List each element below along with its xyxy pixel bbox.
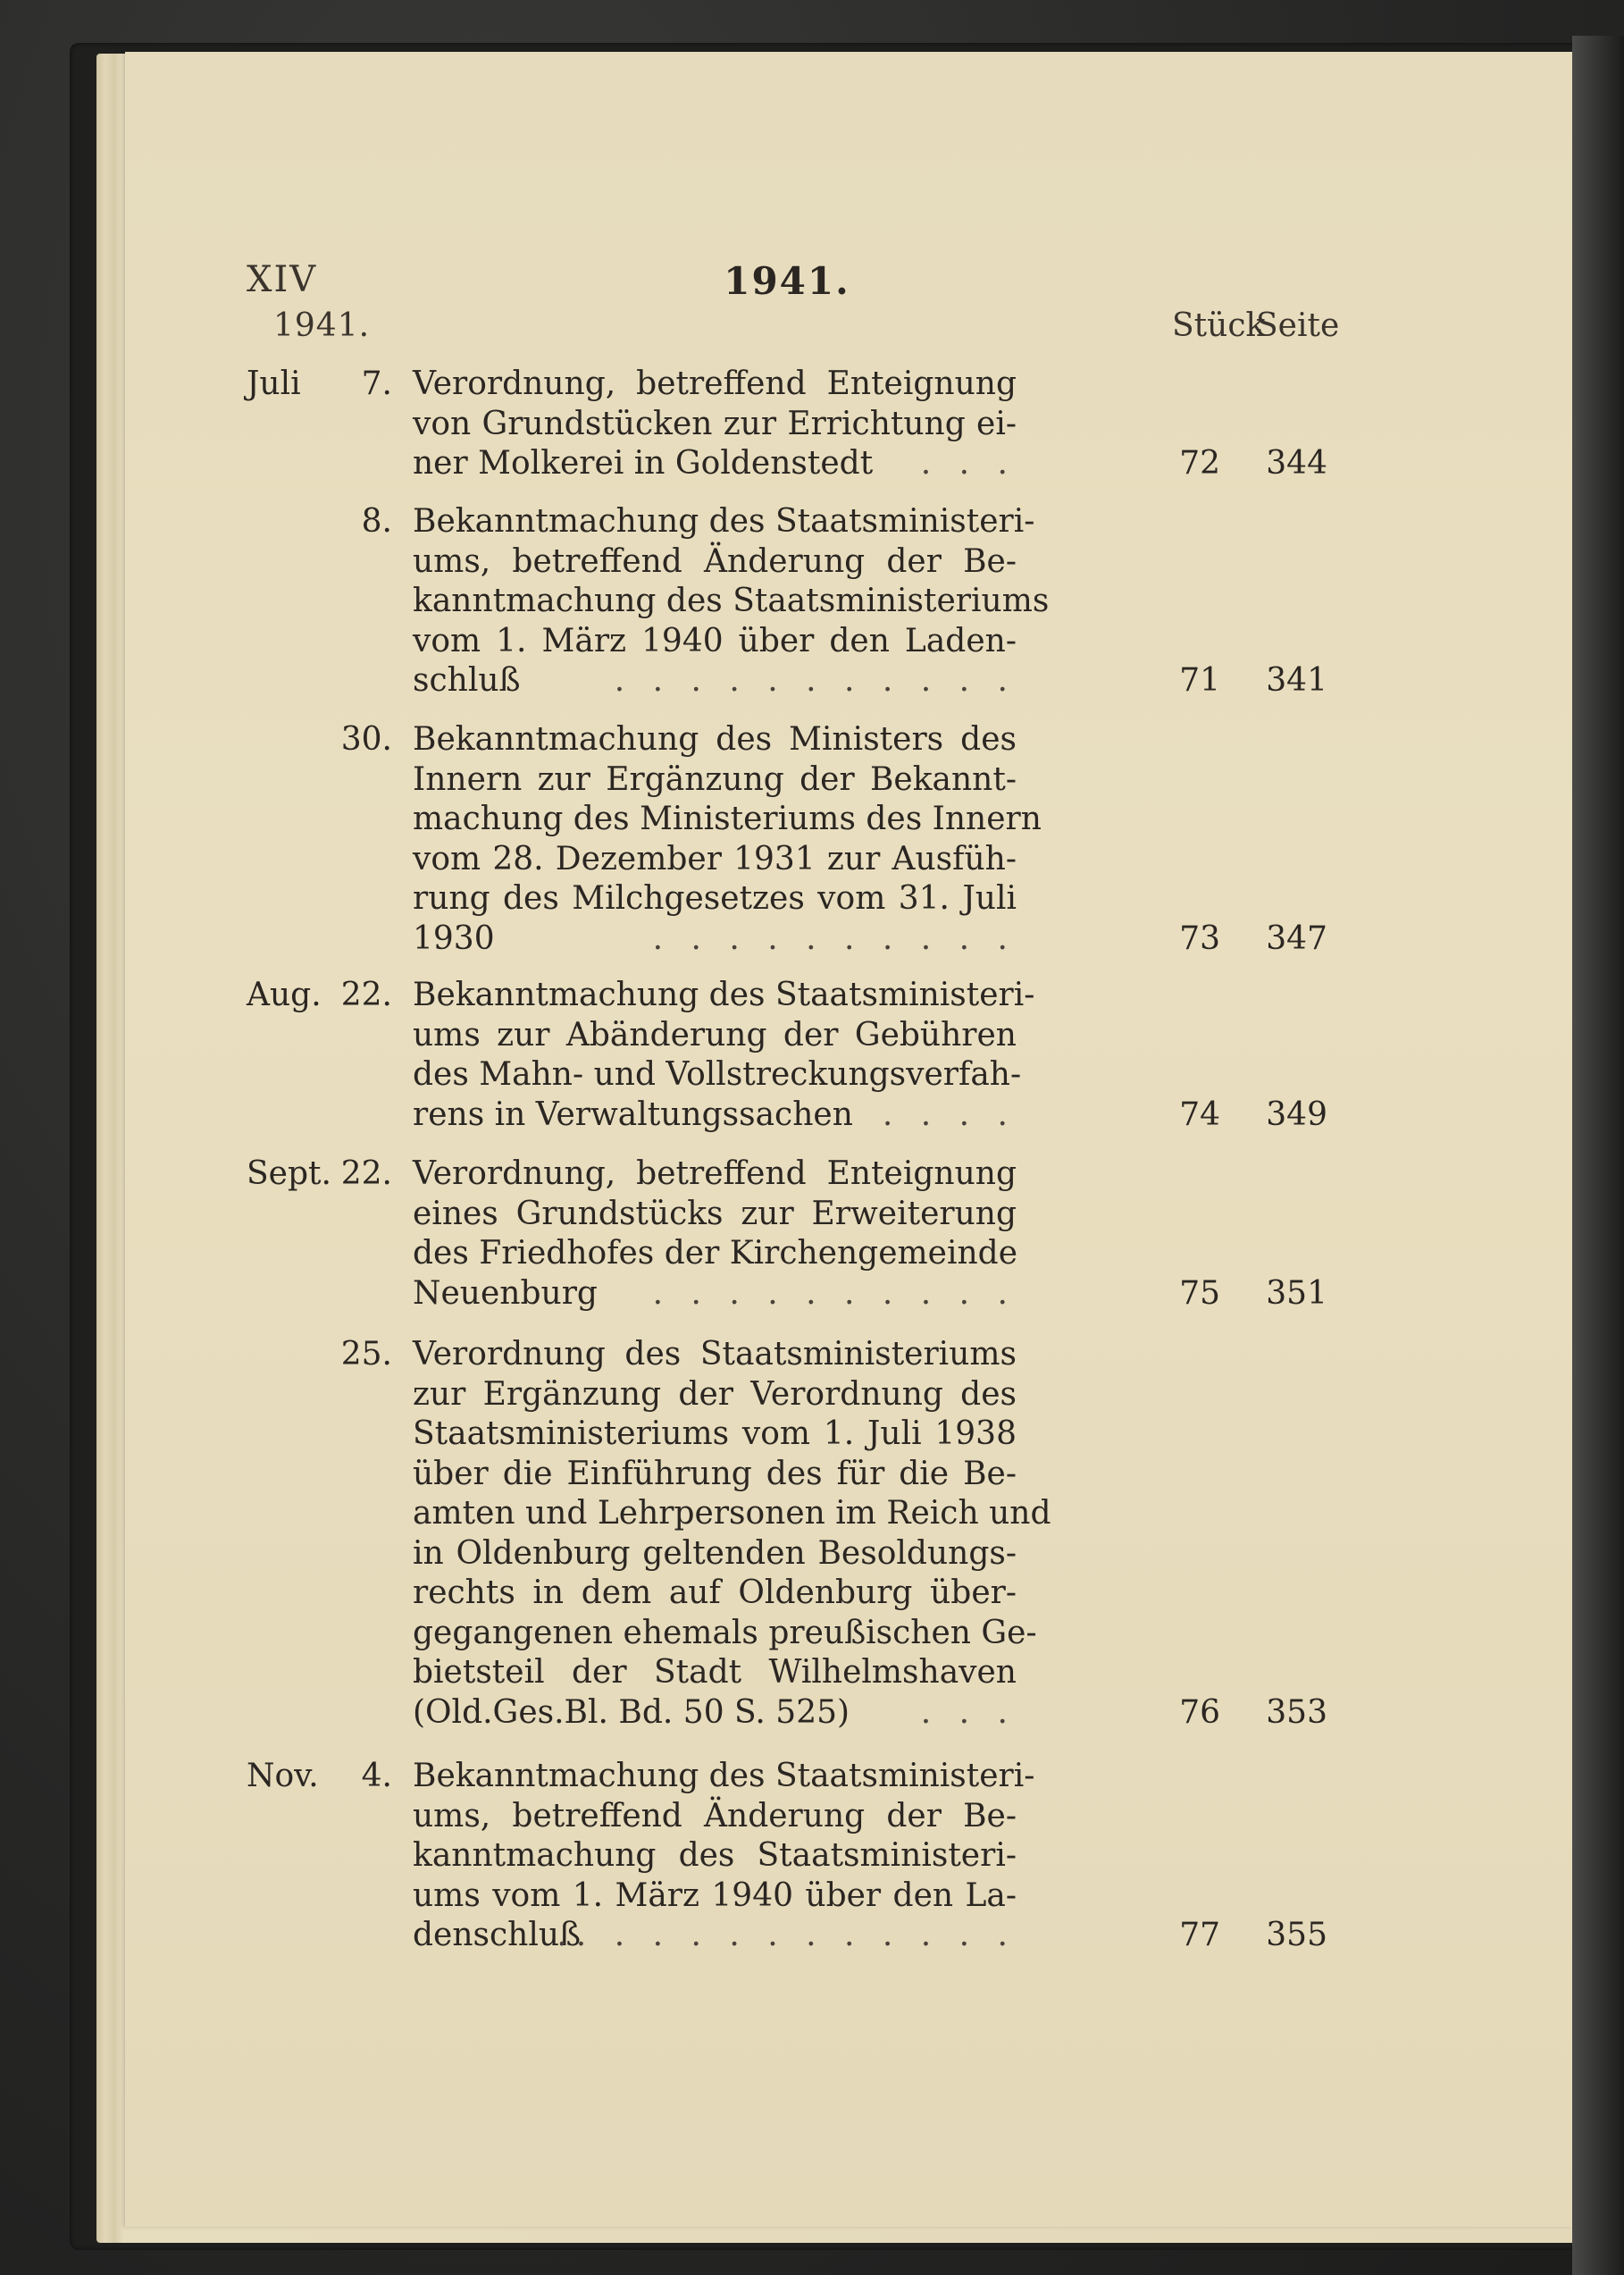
entry-title-text: zur Ergänzung der Verordnung des bbox=[413, 1375, 1017, 1413]
entry-title-text: vom 1. März 1940 über den Laden- bbox=[413, 622, 1017, 659]
entry-title-line bbox=[413, 1154, 1017, 1195]
leader-dots: . . . . . . . . . . bbox=[652, 919, 1017, 957]
entry-title bbox=[413, 1757, 1035, 1956]
entry-title-text: Bekanntmachung des Staatsministeri- bbox=[413, 977, 1035, 1013]
entry-title-line bbox=[413, 661, 1017, 701]
entry-title-text: denschluß bbox=[413, 1917, 582, 1953]
entry-day: 22. bbox=[340, 1155, 392, 1192]
entry-title-line bbox=[413, 582, 1050, 622]
entry-day: 4. bbox=[361, 1758, 392, 1794]
index-entry bbox=[247, 502, 1327, 701]
year-column-label: 1941. bbox=[273, 307, 371, 344]
entry-title-text: Verordnung, betreffend Enteignung bbox=[413, 365, 1017, 402]
leader-dots: . . . bbox=[920, 445, 1017, 482]
entry-title-line bbox=[413, 1614, 1037, 1654]
entry-title-line bbox=[413, 1797, 1017, 1837]
entry-title-line bbox=[413, 720, 1017, 760]
entry-page-number: 351 bbox=[1266, 1274, 1327, 1312]
entry-day: 8. bbox=[361, 503, 392, 540]
entry-title-line bbox=[413, 840, 1017, 880]
entry-title-line bbox=[413, 879, 1017, 919]
book-spine-edge bbox=[1572, 36, 1624, 2275]
leader-dots: . . . . . . . . . . bbox=[652, 1274, 1017, 1312]
entry-title-text: über die Einführung des für die Be- bbox=[413, 1455, 1017, 1492]
entry-title-text: bietsteil der Stadt Wilhelmshaven bbox=[413, 1654, 1017, 1691]
index-entry bbox=[247, 1154, 1327, 1314]
entry-title-text: in Oldenburg geltenden Besoldungs- bbox=[413, 1534, 1017, 1572]
entry-title-text: gegangenen ehemals preußischen Ge- bbox=[413, 1614, 1037, 1651]
entry-title-text: von Grundstücken zur Errichtung ei- bbox=[413, 405, 1017, 442]
entry-title-line bbox=[413, 1375, 1017, 1415]
entry-title-line bbox=[413, 1534, 1017, 1574]
entry-title-text: kanntmachung des Staatsministeri- bbox=[413, 1837, 1017, 1874]
entry-title-text: des Friedhofes der Kirchengemeinde bbox=[413, 1235, 1018, 1272]
entry-title bbox=[413, 720, 1042, 959]
entry-title-text: 1930 bbox=[413, 919, 495, 957]
entry-title bbox=[413, 502, 1050, 701]
entry-title-text: vom 28. Dezember 1931 zur Ausfüh- bbox=[413, 840, 1017, 877]
leader-dots: . . . bbox=[920, 1693, 1017, 1731]
entry-day: 22. bbox=[340, 977, 392, 1013]
entry-page-number: 344 bbox=[1266, 445, 1327, 482]
entry-title-text: machung des Ministeriums des Innern bbox=[413, 801, 1042, 837]
seite-column-header: Seite bbox=[1256, 307, 1340, 344]
entry-title-line bbox=[413, 542, 1017, 583]
stueck-column-header: Stück bbox=[1172, 307, 1266, 344]
entry-stueck-number: 75 bbox=[1179, 1274, 1220, 1312]
entry-day: 25. bbox=[340, 1336, 392, 1373]
entry-title-text: ums zur Abänderung der Gebühren bbox=[413, 1016, 1017, 1054]
entry-title-line bbox=[413, 1916, 1017, 1956]
entry-stueck-number: 72 bbox=[1179, 445, 1220, 482]
entry-title-line bbox=[413, 919, 1017, 960]
entry-title-line bbox=[413, 1274, 1017, 1314]
entry-title-text: des Mahn- und Vollstreckungsverfah- bbox=[413, 1056, 1022, 1093]
entry-title-text: ums vom 1. März 1940 über den La- bbox=[413, 1876, 1017, 1914]
entry-title-text: Verordnung des Staatsministeriums bbox=[413, 1336, 1017, 1373]
entry-title-line bbox=[413, 800, 1042, 840]
entry-title-line bbox=[413, 622, 1017, 662]
entry-title bbox=[413, 1335, 1051, 1733]
entry-title-line bbox=[413, 1234, 1017, 1274]
index-entry bbox=[247, 1335, 1327, 1733]
entry-page-number: 355 bbox=[1266, 1917, 1327, 1953]
entry-page-number: 349 bbox=[1266, 1096, 1327, 1133]
entry-title-line bbox=[413, 1653, 1017, 1693]
index-entry bbox=[247, 976, 1327, 1135]
entry-day: 7. bbox=[361, 365, 392, 402]
leader-dots: . . . . bbox=[882, 1096, 1017, 1133]
page-title: 1941. bbox=[724, 259, 850, 303]
entry-title-line bbox=[413, 405, 1017, 445]
entry-title-line bbox=[413, 1693, 1017, 1734]
entry-stueck-number: 73 bbox=[1179, 919, 1220, 957]
entry-title-line bbox=[413, 1415, 1017, 1455]
entry-stueck-number: 77 bbox=[1179, 1917, 1220, 1953]
entry-title-line bbox=[413, 365, 1017, 405]
entry-title-text: Verordnung, betreffend Enteignung bbox=[413, 1155, 1017, 1192]
entry-title-text: Bekanntmachung des Staatsministeri- bbox=[413, 503, 1035, 540]
entry-title-text: Bekanntmachung des Ministers des bbox=[413, 721, 1017, 758]
entry-month: Juli bbox=[247, 365, 301, 402]
entry-title bbox=[413, 976, 1035, 1135]
entry-title-line bbox=[413, 502, 1035, 542]
entry-title-text: Bekanntmachung des Staatsministeri- bbox=[413, 1758, 1035, 1794]
entry-month: Sept. bbox=[247, 1155, 331, 1192]
entry-title-text: rechts in dem auf Oldenburg über- bbox=[413, 1574, 1017, 1611]
entry-title-text: ums, betreffend Änderung der Be- bbox=[413, 542, 1017, 580]
entry-month: Nov. bbox=[247, 1758, 319, 1794]
entry-title-text: rung des Milchgesetzes vom 31. Juli bbox=[413, 880, 1017, 917]
entry-title-text: amten und Lehrpersonen im Reich und bbox=[413, 1495, 1051, 1532]
entry-title-line bbox=[413, 976, 1035, 1016]
entry-title-line bbox=[413, 1757, 1035, 1797]
entry-title-text: Staatsministeriums vom 1. Juli 1938 bbox=[413, 1415, 1017, 1452]
column-header-row bbox=[273, 307, 1340, 352]
entry-month: Aug. bbox=[247, 977, 322, 1013]
index-entry bbox=[247, 365, 1327, 484]
entry-title-text: (Old.Ges.Bl. Bd. 50 S. 525) bbox=[413, 1693, 850, 1731]
leader-dots: . . . . . . . . . . . bbox=[614, 662, 1017, 699]
entry-page-number: 353 bbox=[1266, 1693, 1327, 1731]
entry-title-text: ner Molkerei in Goldenstedt bbox=[413, 445, 874, 482]
entry-stueck-number: 76 bbox=[1179, 1693, 1220, 1731]
entry-title-line bbox=[413, 1335, 1017, 1375]
entry-title-line bbox=[413, 1455, 1017, 1495]
entry-day: 30. bbox=[340, 721, 392, 758]
entry-stueck-number: 74 bbox=[1179, 1096, 1220, 1133]
entry-title-line bbox=[413, 1195, 1017, 1235]
entry-title-line bbox=[413, 1876, 1017, 1917]
entry-title-line bbox=[413, 1574, 1017, 1614]
entry-title-text: kanntmachung des Staatsministeriums bbox=[413, 583, 1050, 619]
entry-title-line bbox=[413, 760, 1017, 801]
entry-title-text: schluß bbox=[413, 662, 521, 699]
page-header bbox=[247, 259, 1327, 313]
entry-title-line bbox=[413, 1016, 1017, 1056]
entry-title-line bbox=[413, 1096, 1017, 1136]
entry-page-number: 341 bbox=[1266, 662, 1327, 699]
entry-title-line bbox=[413, 1836, 1017, 1876]
entry-title-text: ums, betreffend Änderung der Be- bbox=[413, 1797, 1017, 1834]
entry-title-text: Neuenburg bbox=[413, 1274, 598, 1312]
entry-title bbox=[413, 365, 1017, 484]
entry-title-text: eines Grundstücks zur Erweiterung bbox=[413, 1195, 1017, 1232]
entry-title-text: Innern zur Ergänzung der Bekannt- bbox=[413, 760, 1017, 798]
entry-page-number: 347 bbox=[1266, 919, 1327, 957]
index-entry bbox=[247, 720, 1327, 959]
entry-title-line bbox=[413, 444, 1017, 484]
entry-title-text: rens in Verwaltungssachen bbox=[413, 1096, 853, 1133]
entry-title bbox=[413, 1154, 1017, 1314]
page-numeral: XIV bbox=[247, 259, 318, 300]
leader-dots: .. . . . . . . . . . . . bbox=[557, 1917, 1017, 1953]
entry-title-line bbox=[413, 1055, 1022, 1096]
index-entry bbox=[247, 1757, 1327, 1956]
entry-title-line bbox=[413, 1494, 1051, 1534]
entry-stueck-number: 71 bbox=[1179, 662, 1220, 699]
